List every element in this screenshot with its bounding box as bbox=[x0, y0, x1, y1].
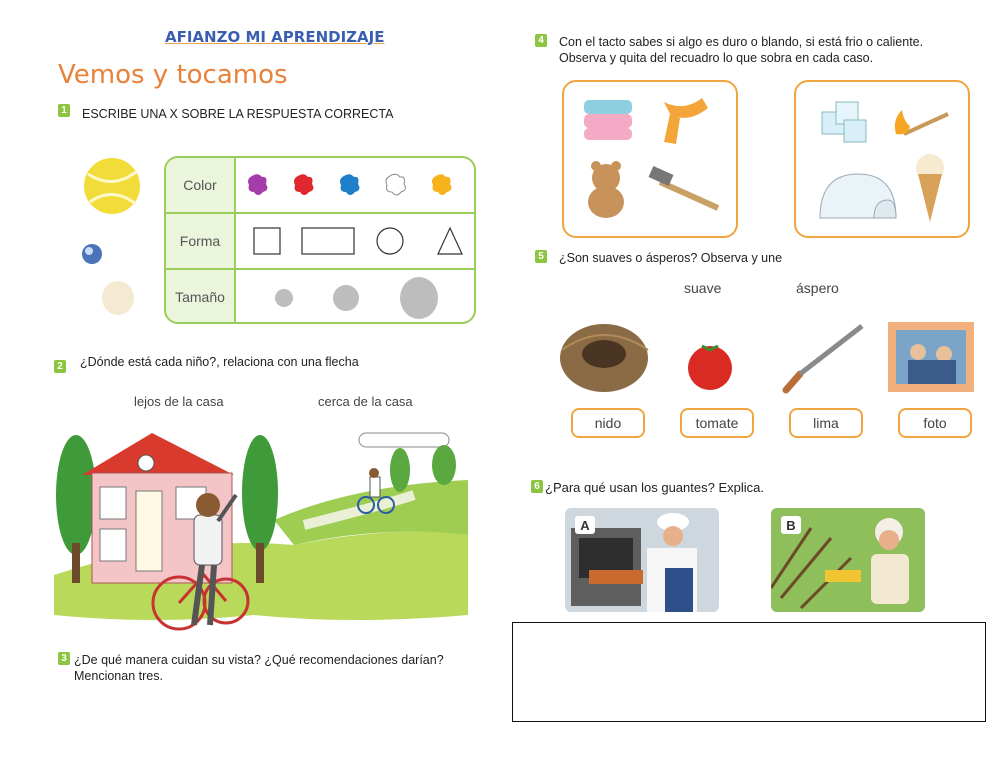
q6-number: 6 bbox=[531, 480, 543, 493]
word-lima[interactable]: lima bbox=[789, 408, 863, 438]
lit-match-icon[interactable] bbox=[895, 110, 948, 134]
tree-icon bbox=[432, 445, 456, 485]
q4-text-line2: Observa y quita del recuadro lo que sobra en cada caso. bbox=[559, 51, 874, 65]
yellow-blob-option[interactable] bbox=[432, 174, 451, 195]
teddy-bear-icon[interactable] bbox=[588, 161, 624, 218]
scarf-icon[interactable] bbox=[664, 98, 708, 144]
marble-icon bbox=[82, 244, 102, 264]
word-foto[interactable]: foto bbox=[898, 408, 972, 438]
q2-text: ¿Dónde está cada niño?, relaciona con una flecha bbox=[80, 355, 359, 369]
hammer-icon[interactable] bbox=[649, 166, 718, 208]
red-blob-option[interactable] bbox=[294, 174, 313, 195]
file-tool-icon bbox=[786, 326, 862, 390]
photo-a-label: A bbox=[575, 516, 595, 534]
q3-text-line2: Mencionan tres. bbox=[74, 669, 163, 683]
soft-label[interactable]: suave bbox=[684, 280, 722, 296]
q1-objects bbox=[78, 150, 148, 330]
tree-icon bbox=[56, 435, 96, 583]
photo-b-gardener bbox=[771, 508, 925, 612]
photo-a-chef bbox=[565, 508, 719, 612]
nest-icon bbox=[560, 324, 648, 392]
word-tomate[interactable]: tomate bbox=[680, 408, 754, 438]
texture-items bbox=[556, 310, 976, 402]
q4-number: 4 bbox=[535, 34, 547, 47]
answer-box[interactable] bbox=[512, 622, 986, 722]
rectangle-option[interactable] bbox=[302, 228, 354, 254]
q2-number: 2 bbox=[54, 360, 66, 373]
purple-blob-option[interactable] bbox=[248, 174, 267, 195]
word-nido[interactable]: nido bbox=[571, 408, 645, 438]
medium-circle-option[interactable] bbox=[333, 285, 359, 311]
white-blob-option[interactable] bbox=[386, 174, 405, 195]
q3-text-line1: ¿De qué manera cuidan su vista? ¿Qué recomendaciones darían? bbox=[74, 653, 444, 667]
tomato-icon bbox=[688, 346, 732, 390]
small-circle-option[interactable] bbox=[275, 289, 293, 307]
rough-label[interactable]: áspero bbox=[796, 280, 839, 296]
blue-blob-option[interactable] bbox=[340, 174, 359, 195]
ice-cubes-icon[interactable] bbox=[822, 102, 866, 142]
igloo-icon[interactable] bbox=[820, 174, 896, 218]
touch-card-hard-soft bbox=[562, 80, 738, 238]
row-forma bbox=[166, 214, 474, 270]
row-label-forma: Forma bbox=[166, 214, 236, 268]
q6-text: ¿Para qué usan los guantes? Explica. bbox=[545, 480, 764, 495]
triangle-option[interactable] bbox=[438, 228, 462, 254]
row-color bbox=[166, 158, 474, 214]
tree-icon bbox=[390, 448, 410, 492]
section-title: Vemos y tocamos bbox=[58, 60, 288, 90]
q1-number: 1 bbox=[58, 104, 70, 117]
house-scene-illustration bbox=[54, 425, 468, 635]
large-circle-option[interactable] bbox=[400, 277, 438, 319]
worksheet-title: AFIANZO MI APRENDIZAJE bbox=[165, 28, 385, 46]
towels-icon[interactable] bbox=[584, 100, 632, 140]
circle-option[interactable] bbox=[377, 228, 403, 254]
near-label[interactable]: cerca de la casa bbox=[318, 394, 413, 409]
photo-b-label: B bbox=[781, 516, 801, 534]
q3-number: 3 bbox=[58, 652, 70, 665]
q4-text-line1: Con el tacto sabes si algo es duro o blando, si está frio o caliente. bbox=[559, 35, 924, 49]
far-label[interactable]: lejos de la casa bbox=[134, 394, 224, 409]
row-label-color: Color bbox=[166, 158, 236, 212]
touch-card-hot-cold bbox=[794, 80, 970, 238]
framed-photo-icon bbox=[888, 322, 974, 392]
q1-text: ESCRIBE UNA X SOBRE LA RESPUESTA CORRECTA bbox=[82, 107, 394, 121]
ice-cream-icon[interactable] bbox=[916, 154, 944, 222]
square-option[interactable] bbox=[254, 228, 280, 254]
row-label-tamano: Tamaño bbox=[166, 270, 236, 324]
tennis-ball-icon bbox=[84, 158, 140, 214]
egg-ball-icon bbox=[102, 281, 134, 315]
q5-text: ¿Son suaves o ásperos? Observa y une bbox=[559, 251, 783, 265]
q5-number: 5 bbox=[535, 250, 547, 263]
row-tamano bbox=[166, 270, 474, 324]
attribute-table bbox=[164, 156, 476, 324]
